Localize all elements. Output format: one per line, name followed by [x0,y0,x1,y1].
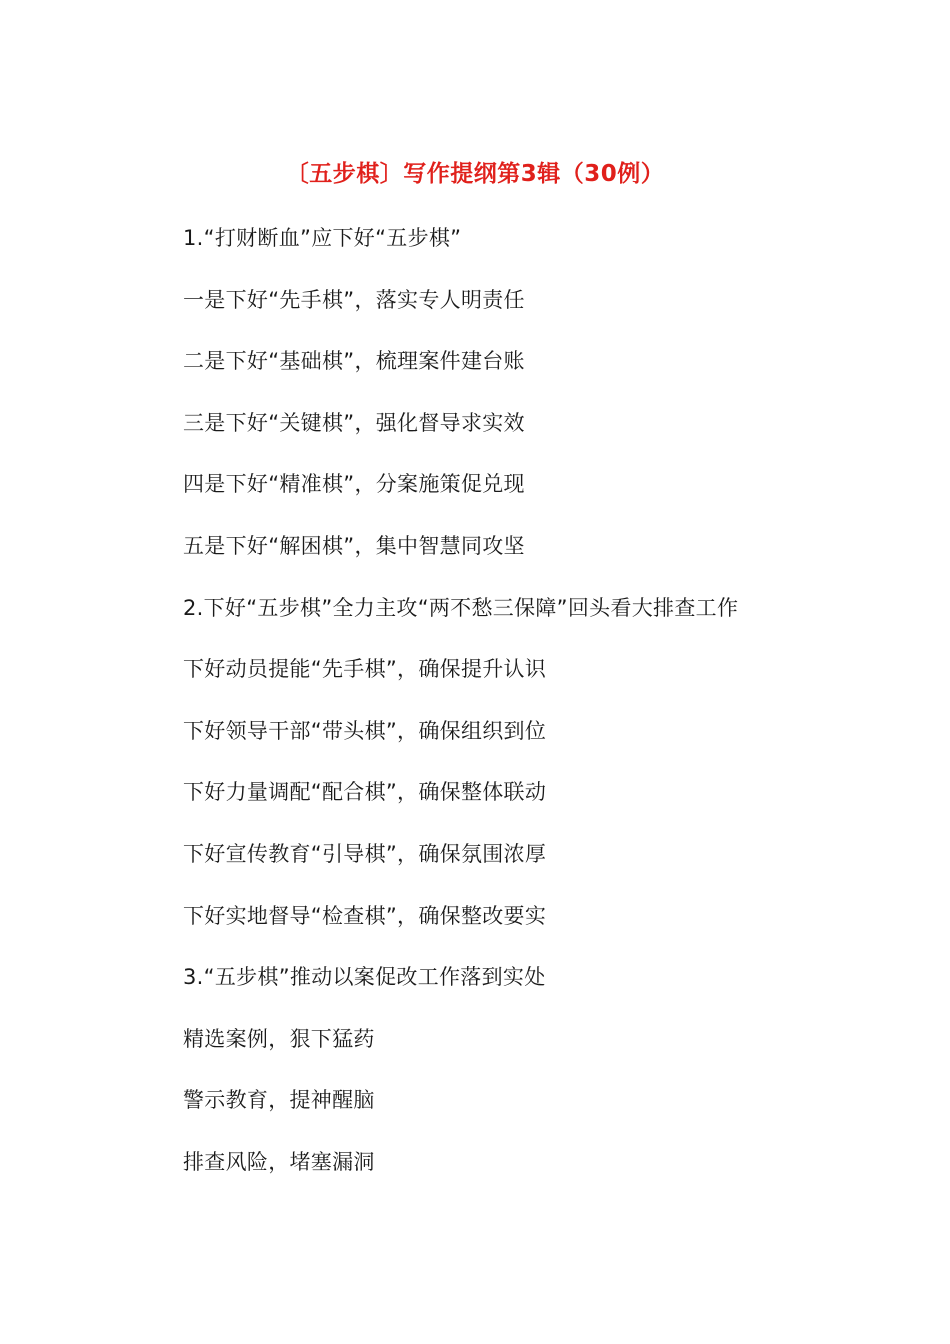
outline-item: 四是下好“精准棋”，分案施策促兑现 [183,472,525,497]
outline-item: 警示教育，提神醒脑 [183,1088,375,1113]
outline-item: 下好实地督导“检查棋”，确保整改要实 [183,903,547,928]
outline-item: 下好宣传教育“引导棋”，确保氛围浓厚 [183,841,547,866]
section-heading: 1.“打财断血”应下好“五步棋” [183,226,462,250]
document-title: 〔五步棋〕写作提纲第3辑（30例） [285,161,665,187]
outline-item: 下好力量调配“配合棋”，确保整体联动 [183,780,547,805]
section-heading: 2.下好“五步棋”全力主攻“两不愁三保障”回头看大排查工作 [183,595,739,620]
outline-content [183,220,903,1206]
outline-item: 下好领导干部“带头棋”，确保组织到位 [183,718,547,743]
outline-item: 下好动员提能“先手棋”，确保提升认识 [183,657,547,682]
outline-item: 二是下好“基础棋”，梳理案件建台账 [183,349,525,374]
section-heading: 3.“五步棋”推动以案促改工作落到实处 [183,965,546,990]
outline-item: 精选案例，狠下猛药 [183,1026,375,1051]
outline-item: 三是下好“关键棋”，强化督导求实效 [183,410,525,435]
outline-item: 五是下好“解困棋”，集中智慧同攻坚 [183,533,525,558]
outline-item: 一是下好“先手棋”，落实专人明责任 [183,287,525,312]
outline-item: 排查风险，堵塞漏洞 [183,1149,375,1174]
